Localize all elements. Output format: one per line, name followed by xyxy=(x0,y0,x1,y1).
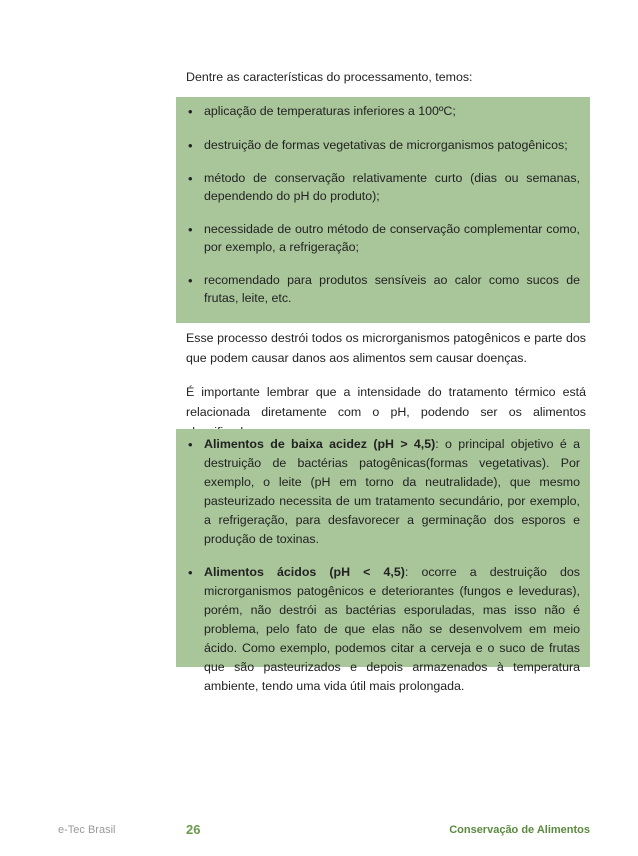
item-heading: Alimentos de baixa acidez (pH > 4,5) xyxy=(204,437,436,451)
bullet-icon: • xyxy=(188,437,193,452)
bullet-icon: • xyxy=(188,171,193,186)
footer-book-title: Conservação de Alimentos xyxy=(449,824,590,836)
list-item xyxy=(186,170,580,205)
item-heading: Alimentos ácidos (pH < 4,5) xyxy=(204,565,405,579)
intro-text: Dentre as características do processamento, temos: xyxy=(186,70,473,84)
classification-box xyxy=(176,429,590,693)
ph-paragraph: É importante lembrar que a intensidade do tratamento térmico está relacionada diretamente com o pH, podendo ser os alimentos xyxy=(186,385,586,419)
list-item-text: aplicação de temperaturas inferiores a 100ºC; xyxy=(204,104,456,118)
footer-series-label: e-Tec Brasil xyxy=(58,824,116,836)
characteristics-box xyxy=(176,97,590,323)
bullet-icon: • xyxy=(188,137,193,153)
page-number: 26 xyxy=(186,822,201,837)
list-item-text: recomendado para produtos sensíveis ao calor como sucos de frutas, leite, etc. xyxy=(204,273,580,305)
list-item xyxy=(186,563,580,696)
characteristics-list xyxy=(186,103,580,307)
list-item-text: : ocorre a destruição dos microrganismos patogênicos e deteriorantes (fungos e leveduras), porém, não destrói as bactérias esporuladas, mas isso não é problema, pelo fato de que elas não se desenvolvem em meio ácido. Como exemplo, podemos citar a cerveja e o suco de frutas que são pasteurizados e depois armazenados à temperatura ambiente, tendo uma vida útil mais prolongada. xyxy=(204,565,580,693)
list-item-text: método de conservação relativamente curto (dias ou semanas, dependendo do pH do produto); xyxy=(204,171,580,203)
list-item xyxy=(186,435,580,549)
list-item-text: necessidade de outro método de conservação complementar como, por exemplo, a refrigeração; xyxy=(204,222,580,254)
bullet-icon: • xyxy=(188,222,193,237)
process-paragraph: Esse processo destrói todos os microrganismos patogênicos e parte dos que podem causar danos aos alimentos sem causar doenças. xyxy=(186,331,586,365)
bullet-icon: • xyxy=(188,104,193,119)
list-item xyxy=(186,221,580,256)
list-item-text: destruição de formas vegetativas de microrganismos patogênicos; xyxy=(204,137,568,152)
bullet-icon: • xyxy=(188,273,193,288)
list-item-text: : o principal objetivo é a destruição de bactérias patogênicas(formas vegetativas). Por exemplo, o leite (pH em torno da neutralidade), que mesmo pasteurizado necessita de um tratamento secundário, por exemplo, a refrigeração, para desfavorecer a germinação dos esporos e produção de toxinas. xyxy=(204,437,580,546)
bullet-icon: • xyxy=(188,565,193,580)
list-item xyxy=(186,272,580,307)
list-item xyxy=(186,137,580,155)
classification-list xyxy=(186,435,580,696)
list-item xyxy=(186,103,580,121)
